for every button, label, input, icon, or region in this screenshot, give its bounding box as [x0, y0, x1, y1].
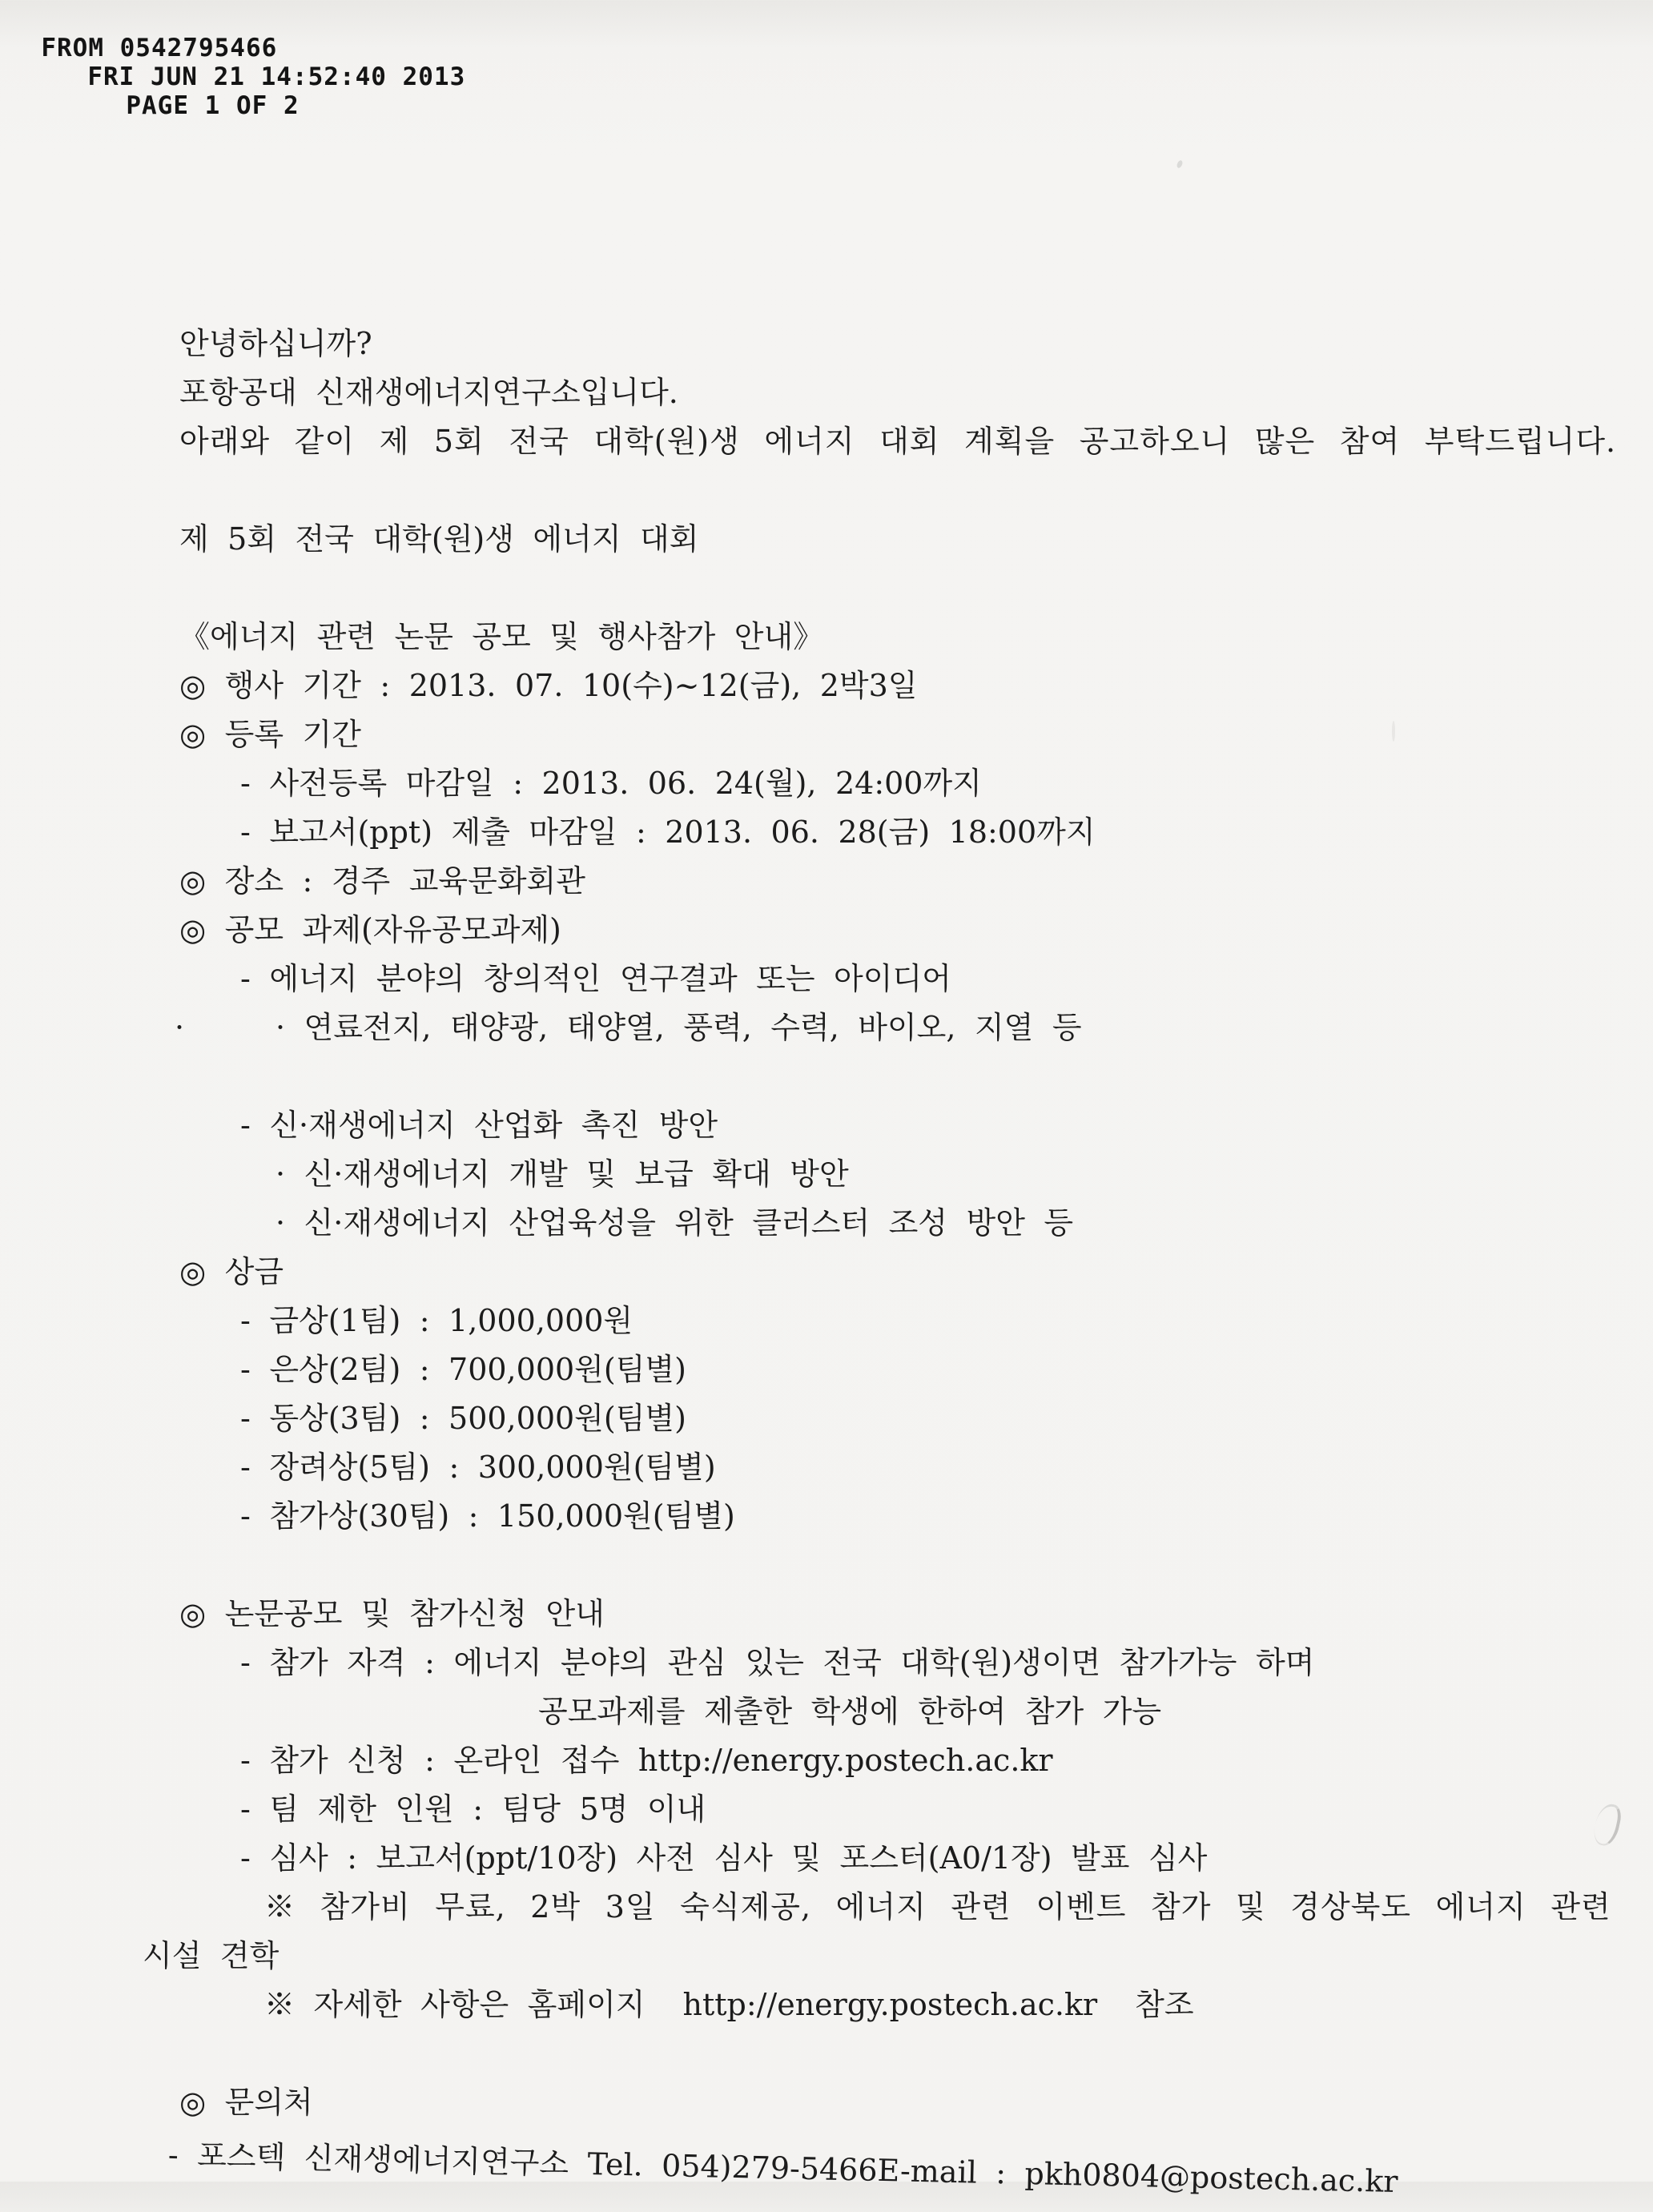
document-line: - 신·재생에너지 산업화 촉진 방안 — [240, 1108, 718, 1143]
document-line: 제 5회 전국 대학(원)생 에너지 대회 — [179, 521, 699, 557]
document-line: ※ 참가비 무료, 2박 3일 숙식제공, 에너지 관련 이벤트 참가 및 경상북도 에너지 관련 — [264, 1889, 1611, 1924]
fax-page-count: PAGE 1 OF 2 — [126, 91, 300, 120]
scan-speck-artifact — [1176, 159, 1184, 169]
document-line: ※ 자세한 사항은 홈페이지 http://energy.postech.ac.kr 참조 — [264, 1987, 1194, 2022]
document-line: - 심사 : 보고서(ppt/10장) 사전 심사 및 포스터(A0/1장) 발표 심사 — [240, 1840, 1208, 1876]
document-line: · 신·재생에너지 산업육성을 위한 클러스터 조성 방안 등 — [276, 1205, 1074, 1241]
document-line: 포항공대 신재생에너지연구소입니다. — [179, 375, 678, 410]
document-line: ◎ 문의처 — [179, 2085, 313, 2120]
document-line: - 참가 자격 : 에너지 분야의 관심 있는 전국 대학(원)생이면 참가가능 하며 — [240, 1645, 1315, 1680]
document-body — [0, 320, 1653, 2200]
document-line: ◎ 장소 : 경주 교육문화회관 — [179, 863, 585, 899]
document-line: - 에너지 분야의 창의적인 연구결과 또는 아이디어 — [240, 961, 951, 996]
document-line: - 보고서(ppt) 제출 마감일 : 2013. 06. 28(금) 18:00까지 — [240, 814, 1096, 850]
document-line: 안녕하십니까? — [179, 326, 372, 361]
document-line: ◎ 공모 과제(자유공모과제) — [179, 912, 561, 947]
document-line: ◎ 논문공모 및 참가신청 안내 — [179, 1596, 605, 1631]
document-line: - 팀 제한 인원 : 팀당 5명 이내 — [240, 1792, 706, 1827]
fax-transmission-header — [10, 5, 465, 120]
scan-speck-artifact — [1392, 721, 1395, 742]
document-line: ◎ 등록 기간 — [179, 717, 361, 752]
fax-datetime: FRI JUN 21 14:52:40 2013 — [87, 62, 466, 91]
document-line: ◎ 상금 — [179, 1254, 284, 1289]
document-line: 공모과제를 제출한 학생에 한하여 참가 가능 — [538, 1694, 1162, 1729]
document-line: - 포스텍 신재생에너지연구소 Tel. 054)279-5466E-mail : pkh0804@postech.ac.kr — [167, 2137, 1398, 2200]
document-line: - 장려상(5팀) : 300,000원(팀별) — [240, 1450, 716, 1485]
document-line: · 연료전지, 태양광, 태양열, 풍력, 수력, 바이오, 지열 등 · — [0, 1003, 1653, 1052]
stray-bullet-mark: · — [175, 1010, 185, 1045]
document-line: ◎ 행사 기간 : 2013. 07. 10(수)~12(금), 2박3일 — [179, 668, 918, 703]
document-line: - 사전등록 마감일 : 2013. 06. 24(월), 24:00까지 — [240, 766, 982, 801]
document-line: 아래와 같이 제 5회 전국 대학(원)생 에너지 대회 계획을 공고하오니 많은 참여 부탁드립니다. — [179, 424, 1617, 459]
document-line: · 신·재생에너지 개발 및 보급 확대 방안 — [276, 1156, 849, 1192]
document-line: - 참가 신청 : 온라인 접수 http://energy.postech.ac.kr — [240, 1743, 1053, 1778]
document-line: - 동상(3팀) : 500,000원(팀별) — [240, 1401, 686, 1436]
document-line: 시설 견학 — [143, 1938, 280, 1973]
document-line: - 참가상(30팀) : 150,000원(팀별) — [240, 1498, 735, 1534]
fax-from-number: FROM 0542795466 — [41, 34, 278, 62]
document-line: - 금상(1팀) : 1,000,000원 — [240, 1303, 633, 1338]
document-line: 《에너지 관련 논문 공모 및 행사참가 안내》 — [179, 619, 824, 654]
document-line: - 은상(2팀) : 700,000원(팀별) — [240, 1352, 686, 1387]
